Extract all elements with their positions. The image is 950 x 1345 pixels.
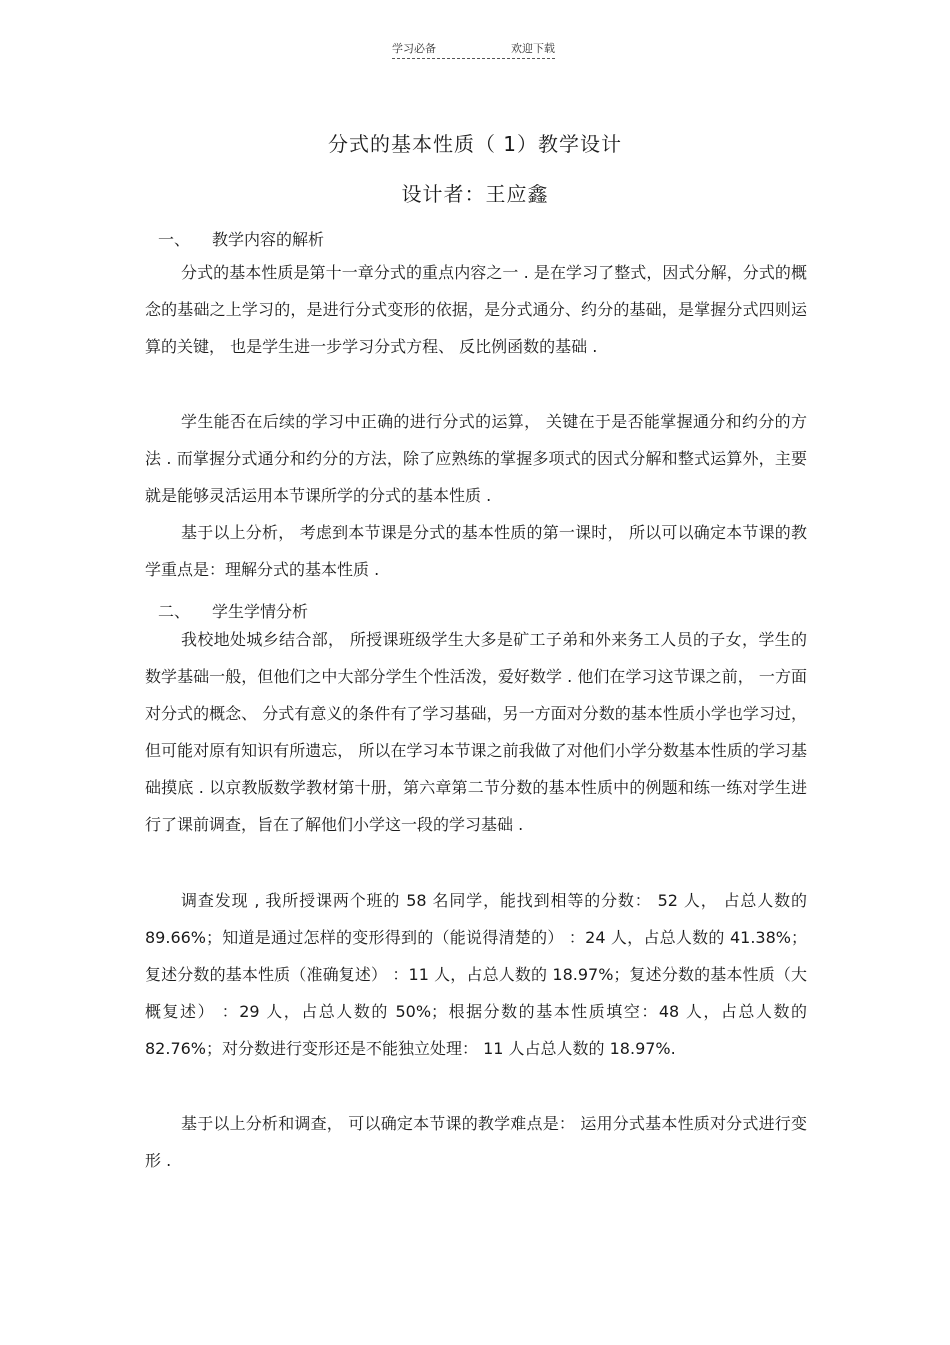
document-author: 设计者：王应鑫 xyxy=(401,182,549,206)
section-heading-1 xyxy=(158,227,324,250)
paragraph-4: 我校地处城乡结合部， 所授课班级学生大多是矿工子弟和外来务工人员的子女，学生的数学基础一般，但他们之中大部分学生个性活泼，爱好数学 . 他们在学习这节课之前， 一方面对分式的概念、 分式有意义的条件有了学习基础，另一方面对分数的基本性质小学也学习过， 但可能对原有知识有所遗忘， 所以在学习本节课之前我做了对他们小学分数基本性质的学习基础摸底 . 以京教版数学教材第十册，第六章第二节分数的基本性质中的例题和练一练对学生进行了课前调查，旨在了解他们小学这一段的学习基础 . xyxy=(145,630,807,834)
section-number: 一、 xyxy=(158,230,191,249)
paragraph-1: 分式的基本性质是第十一章分式的重点内容之一 . 是在学习了整式，因式分解，分式的概念的基础之上学习的，是进行分式变形的依据，是分式通分、约分的基础，是掌握分式四则运算的关键， 也是学生进一步学习分式方程、 反比例函数的基础 . xyxy=(145,263,807,356)
document-title: 分式的基本性质（ 1）教学设计 xyxy=(327,132,623,156)
header-left-text: 学习必备 xyxy=(392,42,436,55)
page-header xyxy=(392,38,555,59)
section-title: 学生学情分析 xyxy=(212,602,309,621)
paragraph-6: 基于以上分析和调查， 可以确定本节课的教学难点是： 运用分式基本性质对分式进行变形 . xyxy=(145,1114,807,1170)
paragraph-5: 调查发现 , 我所授课两个班的 58 名同学，能找到相等的分数： 52 人， 占总人数的 89.66%；知道是通过怎样的变形得到的（能说得清楚的） ：24 人，占总人数的 41.38%；复述分数的基本性质（准确复述） ：11 人，占总人数的 18.97%；复述分数的基本性质（大概复述） ：29 人，占总人数的 50%；根据分数的基本性质填空：48 人，占总人数的 82.76%；对分数进行变形还是不能独立处理： 11 人占总人数的 18.97%. xyxy=(145,891,807,1058)
section-number: 二、 xyxy=(158,602,191,621)
section-heading-2 xyxy=(158,599,308,622)
paragraph-2: 学生能否在后续的学习中正确的进行分式的运算， 关键在于是否能掌握通分和约分的方法 . 而掌握分式通分和约分的方法，除了应熟练的掌握多项式的因式分解和整式运算外，主要就是能够灵活运用本节课所学的分式的基本性质 . xyxy=(145,412,807,505)
paragraph-3: 基于以上分析， 考虑到本节课是分式的基本性质的第一课时， 所以可以确定本节课的教学重点是：理解分式的基本性质 . xyxy=(145,523,807,579)
header-right-text: 欢迎下载 xyxy=(511,42,555,55)
section-title: 教学内容的解析 xyxy=(212,230,325,249)
